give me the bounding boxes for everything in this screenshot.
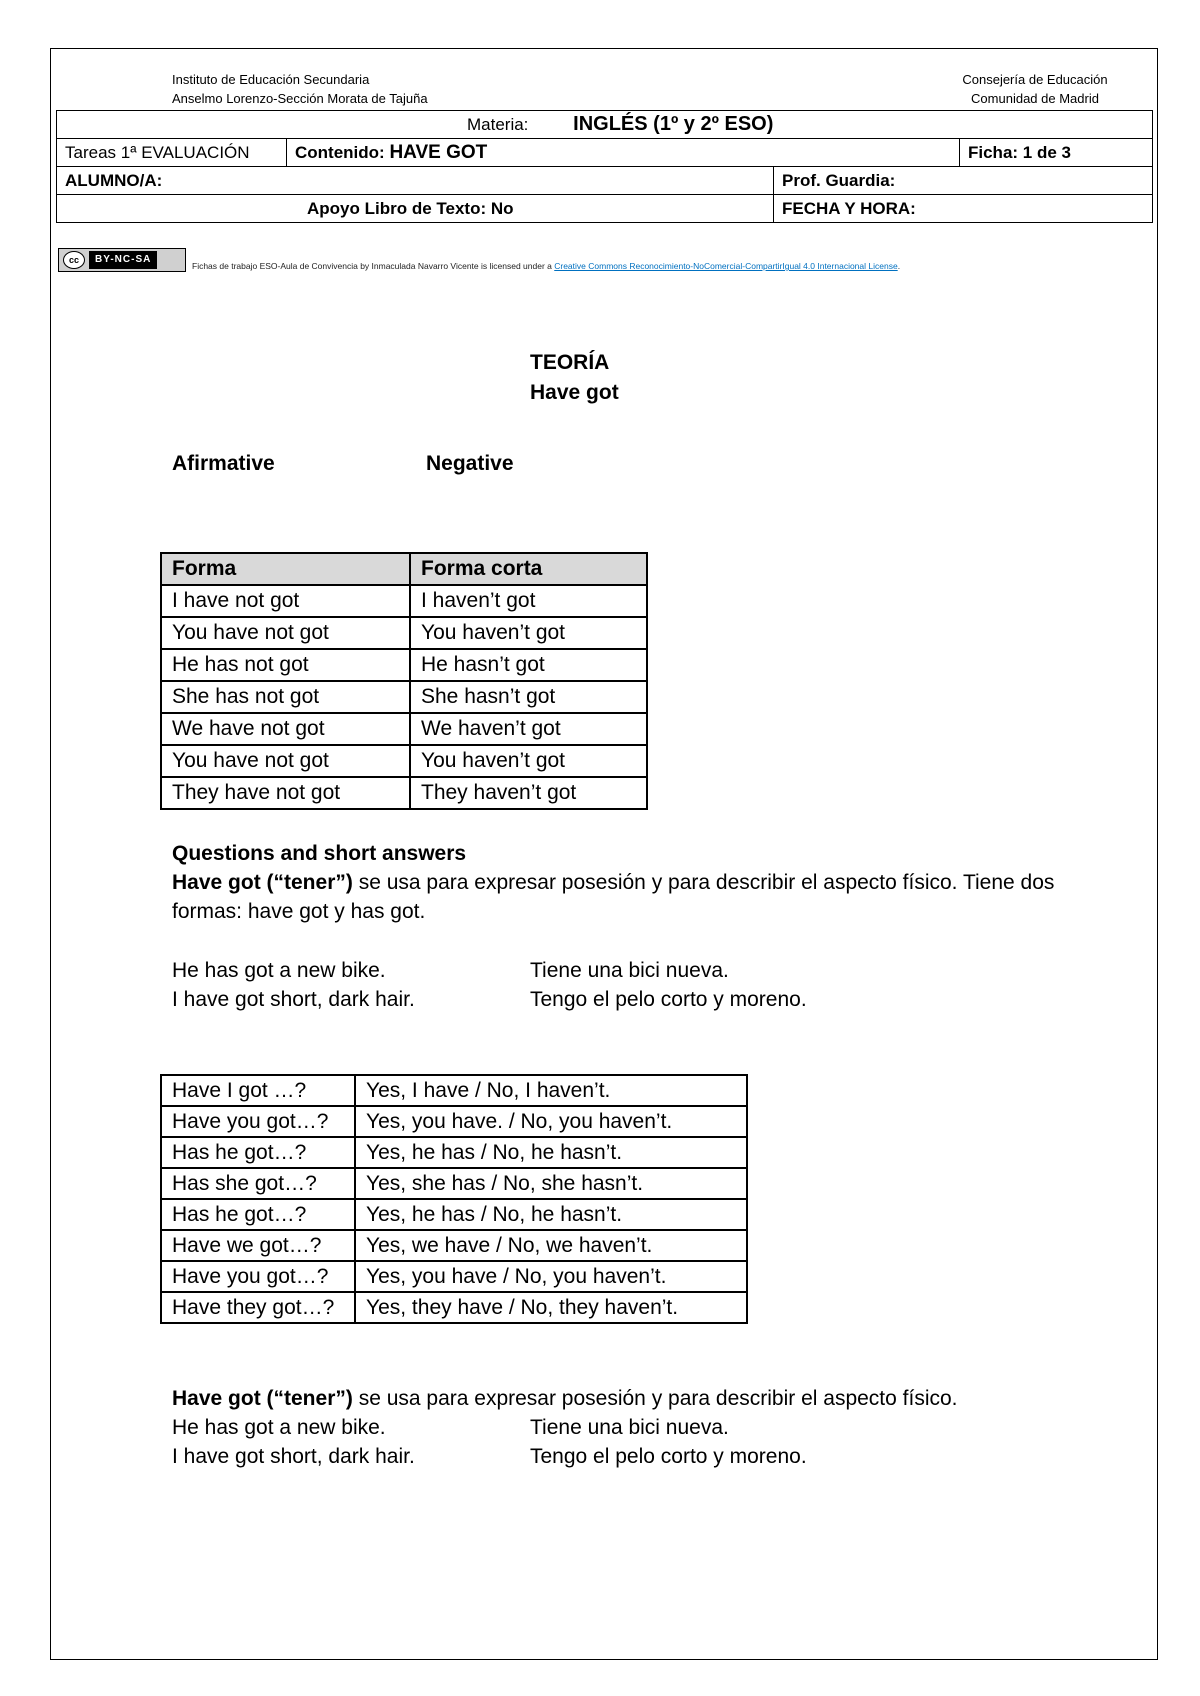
materia-cell [57,111,1153,139]
fecha-label: FECHA Y HORA: [782,198,916,218]
authority-line-2: Comunidad de Madrid [971,91,1099,106]
materia-label: Materia: [467,115,529,134]
contenido-label: Contenido: [295,142,385,162]
questions-heading: Questions and short answers [172,842,467,865]
short-form: You haven’t got [410,745,647,777]
question: Has he got…? [161,1137,355,1168]
table-row [161,1230,747,1261]
table-row [161,1075,747,1106]
short-answer: Yes, you have. / No, you haven’t. [355,1106,747,1137]
cc-tag: BY-NC-SA [89,251,157,269]
full-form: You have not got [161,745,410,777]
summary-example-en-2: I have got short, dark hair. [172,1445,415,1468]
question: Has he got…? [161,1199,355,1230]
license-statement: Fichas de trabajo ESO-Aula de Convivencia by Inmaculada Navarro Vicente is licensed under a [192,261,555,271]
full-form: They have not got [161,777,410,809]
short-answer: Yes, you have / No, you haven’t. [355,1261,747,1292]
cc-license-badge [58,248,186,272]
summary-intro [172,1384,1132,1413]
alumno-cell [57,167,774,195]
short-form: I haven’t got [410,585,647,617]
questions-intro-bold: Have got (“tener”) [172,871,353,894]
summary-example-es-2: Tengo el pelo corto y moreno. [530,1445,807,1468]
short-form: She hasn’t got [410,681,647,713]
question: Has she got…? [161,1168,355,1199]
authority-line-1: Consejería de Educación [962,72,1108,87]
full-form: You have not got [161,617,410,649]
question: Have we got…? [161,1230,355,1261]
short-answer: Yes, they have / No, they haven’t. [355,1292,747,1323]
summary-example-en-1: He has got a new bike. [172,1416,386,1439]
full-form: I have not got [161,585,410,617]
table-row [161,1292,747,1323]
tareas-cell [57,139,287,167]
short-form: You haven’t got [410,617,647,649]
questions-table [160,1074,748,1324]
short-answer: Yes, he has / No, he hasn’t. [355,1137,747,1168]
tareas-label: Tareas 1ª EVALUACIÓN [65,142,250,162]
table-row [161,1137,747,1168]
prof-cell [774,167,1153,195]
question: Have I got …? [161,1075,355,1106]
questions-intro [172,868,1112,926]
worksheet-info-table [56,110,1153,223]
summary-example-es-1: Tiene una bici nueva. [530,1416,729,1439]
table-row [161,713,647,745]
table-row [161,777,647,809]
short-form: He hasn’t got [410,649,647,681]
full-form: She has not got [161,681,410,713]
contenido-value: HAVE GOT [389,141,488,163]
license-link[interactable]: Creative Commons Reconocimiento-NoComercial-CompartirIgual 4.0 Internacional License [554,261,898,271]
question: Have you got…? [161,1261,355,1292]
theory-heading [530,348,619,408]
materia-value: INGLÉS (1º y 2º ESO) [573,113,774,135]
prof-label: Prof. Guardia: [782,170,896,190]
questions-intro-rest: se usa para expresar posesión y para describir el aspecto físico. Tiene dos formas: have got y has got. [172,871,1055,923]
license-row [58,248,900,272]
full-form: We have not got [161,713,410,745]
table-row [161,1106,747,1137]
theory-subtitle: Have got [530,381,619,404]
example-en-1: He has got a new bike. [172,959,386,982]
question: Have they got…? [161,1292,355,1323]
table-header-row [161,553,647,585]
table-row [161,1168,747,1199]
table-row [161,649,647,681]
short-answer: Yes, he has / No, he hasn’t. [355,1199,747,1230]
alumno-label: ALUMNO/A: [65,170,163,190]
table-row [161,617,647,649]
short-form: We haven’t got [410,713,647,745]
ficha-label: Ficha: 1 de 3 [968,142,1071,162]
license-end: . [897,261,901,271]
table-row [161,585,647,617]
cc-icon: cc [63,251,85,269]
school-header [172,70,428,108]
table-row [161,745,647,777]
short-form: They haven’t got [410,777,647,809]
full-form: He has not got [161,649,410,681]
apoyo-cell [57,195,774,223]
short-answer: Yes, we have / No, we haven’t. [355,1230,747,1261]
table-row [161,1199,747,1230]
ficha-cell [960,139,1153,167]
summary-intro-rest: se usa para expresar posesión y para describir el aspecto físico. [352,1387,958,1410]
summary-intro-bold: Have got (“tener”) [172,1387,353,1410]
contenido-cell [287,139,960,167]
license-text [192,260,900,272]
example-es-1: Tiene una bici nueva. [530,959,729,982]
fecha-cell [774,195,1153,223]
school-line-1: Instituto de Educación Secundaria [172,72,370,87]
example-en-2: I have got short, dark hair. [172,988,415,1011]
school-line-2: Anselmo Lorenzo-Sección Morata de Tajuña [172,91,428,106]
apoyo-label: Apoyo Libro de Texto: No [307,198,514,218]
header-forma: Forma [161,553,410,585]
table-row [161,681,647,713]
short-answer: Yes, I have / No, I haven’t. [355,1075,747,1106]
question: Have you got…? [161,1106,355,1137]
table-row [161,1261,747,1292]
negative-forms-table [160,552,648,810]
header-forma-corta: Forma corta [410,553,647,585]
theory-title: TEORÍA [530,351,610,374]
authority-header [940,70,1130,108]
negative-heading: Negative [426,452,514,475]
short-answer: Yes, she has / No, she hasn’t. [355,1168,747,1199]
example-es-2: Tengo el pelo corto y moreno. [530,988,807,1011]
affirmative-heading: Afirmative [172,452,275,475]
questions-section [172,839,1112,926]
